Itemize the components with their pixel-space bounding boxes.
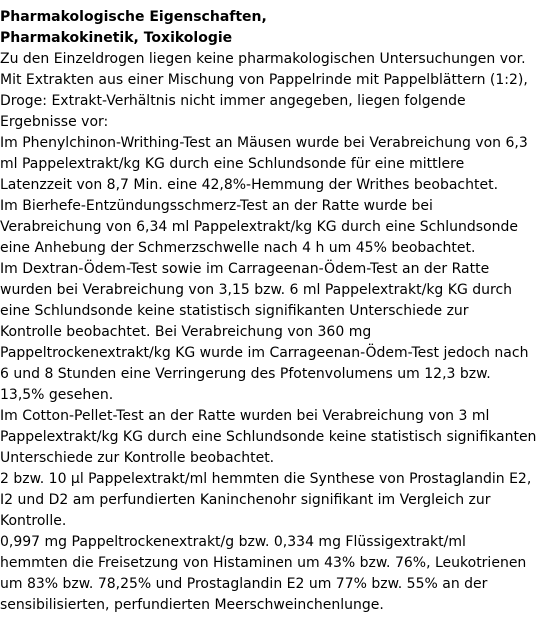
- body-line: Pappeltrockenextrakt/kg KG wurde im Carrageenan-Ödem-Test jedoch nach: [0, 345, 529, 361]
- body-line: Im Phenylchinon-Writhing-Test an Mäusen wurde bei Verabreichung von 6,3: [0, 135, 528, 151]
- body-line: 2 bzw. 10 µl Pappelextrakt/ml hemmten die Synthese von Prostaglandin E2,: [0, 471, 532, 487]
- section-heading: [0, 7, 540, 49]
- body-line: 13,5% gesehen.: [0, 387, 114, 403]
- body-line: hemmten die Freisetzung von Histaminen um 43% bzw. 76%, Leukotrienen: [0, 555, 527, 571]
- body-line: Mit Extrakten aus einer Mischung von Pappelrinde mit Pappelblättern (1:2),: [0, 72, 528, 88]
- body-line: wurden bei Verabreichung von 3,15 bzw. 6 ml Pappelextrakt/kg KG durch: [0, 282, 513, 298]
- body-line: Kontrolle.: [0, 513, 67, 529]
- heading-line: Pharmakokinetik, Toxikologie: [0, 30, 233, 46]
- body-line: eine Anhebung der Schmerzschwelle nach 4 h um 45% beobachtet.: [0, 240, 476, 256]
- body-line: eine Schlundsonde keine statistisch signifikanten Unterschiede zur: [0, 303, 469, 319]
- body-line: Im Cotton-Pellet-Test an der Ratte wurden bei Verabreichung von 3 ml: [0, 408, 490, 424]
- body-line: ml Pappelextrakt/kg KG durch eine Schlundsonde für eine mittlere: [0, 156, 465, 172]
- body-line: Zu den Einzeldrogen liegen keine pharmakologischen Untersuchungen vor.: [0, 51, 526, 67]
- body-line: um 83% bzw. 78,25% und Prostaglandin E2 um 77% bzw. 55% an der: [0, 576, 488, 592]
- body-text: [0, 49, 540, 616]
- body-line: Im Bierhefe-Entzündungsschmerz-Test an der Ratte wurde bei: [0, 198, 433, 214]
- body-line: 0,997 mg Pappeltrockenextrakt/g bzw. 0,334 mg Flüssigextrakt/ml: [0, 534, 466, 550]
- body-line: Unterschiede zur Kontrolle beobachtet.: [0, 450, 275, 466]
- heading-line: Pharmakologische Eigenschaften,: [0, 9, 267, 25]
- body-line: I2 und D2 am perfundierten Kaninchenohr signifikant im Vergleich zur: [0, 492, 491, 508]
- body-line: Ergebnisse vor:: [0, 114, 109, 130]
- body-line: 6 und 8 Stunden eine Verringerung des Pfotenvolumens um 12,3 bzw.: [0, 366, 491, 382]
- body-line: sensibilisierten, perfundierten Meerschweinchenlunge.: [0, 597, 384, 613]
- body-line: Droge: Extrakt-Verhältnis nicht immer angegeben, liegen folgende: [0, 93, 466, 109]
- body-line: Latenzzeit von 8,7 Min. eine 42,8%-Hemmung der Writhes beobachtet.: [0, 177, 499, 193]
- body-line: Pappelextrakt/kg KG durch eine Schlundsonde keine statistisch signifikanten: [0, 429, 537, 445]
- body-line: Kontrolle beobachtet. Bei Verabreichung von 360 mg: [0, 324, 372, 340]
- body-line: Verabreichung von 6,34 ml Pappelextrakt/kg KG durch eine Schlundsonde: [0, 219, 518, 235]
- body-line: Im Dextran-Ödem-Test sowie im Carrageenan-Ödem-Test an der Ratte: [0, 261, 490, 277]
